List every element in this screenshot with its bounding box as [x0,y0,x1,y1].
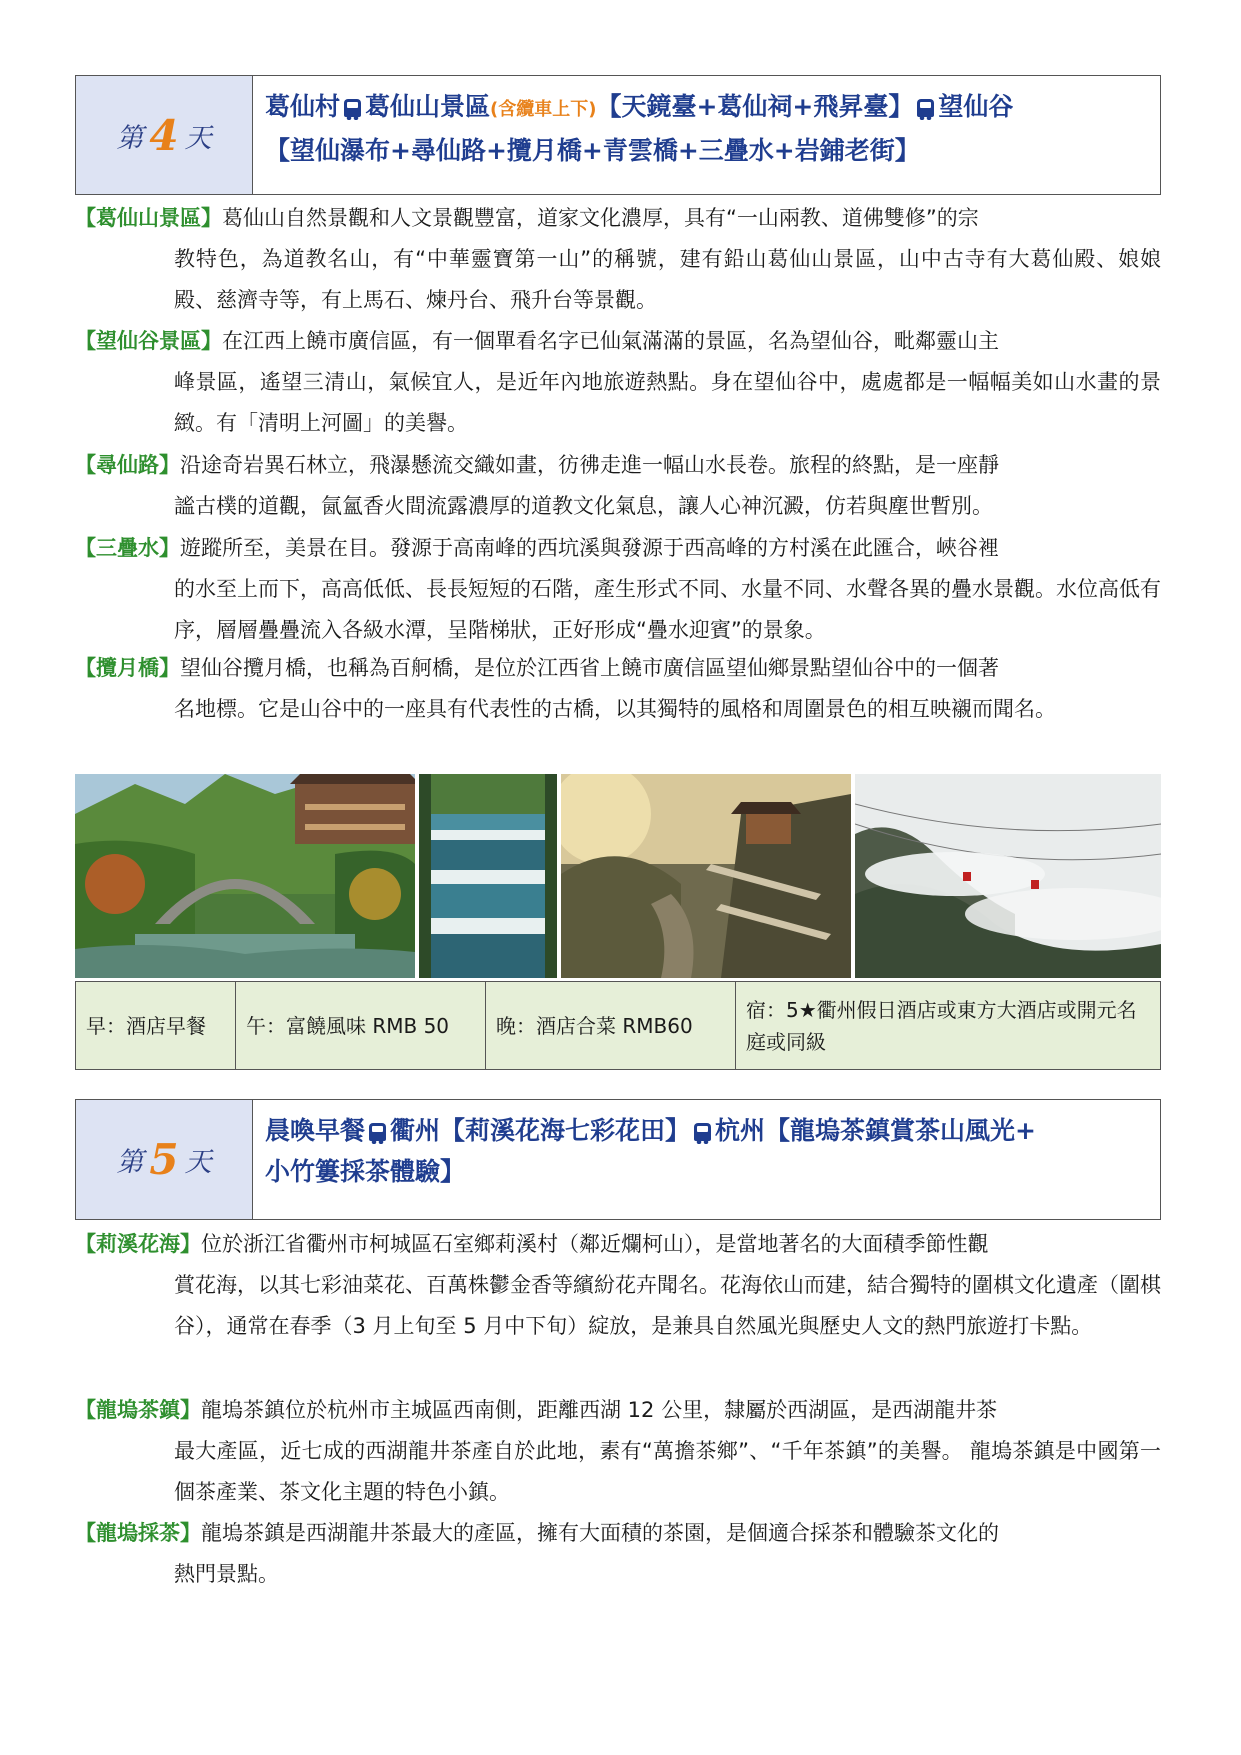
paragraph-text: 望仙谷攬月橋，也稱為百舸橋，是位於江西省上饒市廣信區望仙鄉景點望仙谷中的一個著 [180,656,999,680]
paragraph-tag: 【尋仙路】 [75,453,180,477]
day4-title-note: (含纜車上下) [490,99,597,120]
day4-label-prefix: 第 [116,122,144,154]
paragraph-text-continued: 教特色，為道教名山，有“中華靈寶第一山”的稱號，建有鉛山葛仙山景區，山中古寺有大葛仙殿、娘娘殿、慈濟寺等，有上馬石、煉丹台、飛升台等景觀。 [174,247,1161,312]
day5-label-prefix: 第 [116,1147,144,1178]
paragraph-text: 位於浙江省衢州市柯城區石室鄉莉溪村（鄰近爛柯山），是當地著名的大面積季節性觀 [201,1232,989,1256]
paragraph-text: 龍塢茶鎮是西湖龍井茶最大的產區，擁有大面積的茶園，是個適合採茶和體驗茶文化的 [201,1521,999,1545]
photo-cliff-temple [561,774,851,978]
day5-label [76,1100,253,1219]
day4-paragraph-gexianshan [75,198,1161,321]
day4-paragraph-sandieshui [75,528,1161,651]
day4-title-part4: 望仙谷 [938,92,1014,121]
paragraph-tag: 【望仙谷景區】 [75,329,222,353]
day4-title-part2: 葛仙山景區 [365,92,491,121]
bus-icon [917,99,934,117]
paragraph-text: 葛仙山自然景觀和人文景觀豐富，道家文化濃厚，具有“一山兩教、道佛雙修”的宗 [222,206,979,230]
meal-dinner: 晚：酒店合菜 RMB60 [486,982,736,1069]
day4-title-part3: 【天鏡臺+葛仙祠+飛昇臺】 [596,92,914,121]
day5-label-suffix: 天 [184,1147,212,1178]
photo-strip [75,774,1161,978]
day4-label [76,76,253,194]
paragraph-text-continued: 名地標。它是山谷中的一座具有代表性的古橋，以其獨特的風格和周圍景色的相互映襯而聞名。 [174,697,1056,721]
day4-label-number: 4 [149,110,179,160]
meal-lunch: 午：富饒風味 RMB 50 [236,982,486,1069]
paragraph-text-continued: 的水至上而下，高高低低、長長短短的石階，產生形式不同、水量不同、水聲各異的疊水景觀。水位高低有序，層層疊疊流入各級水潭，呈階梯狀，正好形成“疊水迎賓”的景象。 [174,577,1161,642]
bus-icon [369,1123,386,1141]
day4-title-line2: 【望仙瀑布+尋仙路+攬月橋+青雲橋+三疊水+岩鋪老街】 [265,136,920,165]
paragraph-text: 龍塢茶鎮位於杭州市主城區西南側，距離西湖 12 公里，隸屬於西湖區，是西湖龍井茶 [201,1398,998,1422]
day5-paragraph-lixihuahai [75,1224,1161,1347]
day5-title [253,1100,1160,1219]
paragraph-tag: 【葛仙山景區】 [75,206,222,230]
paragraph-tag: 【三疊水】 [75,536,180,560]
photo-misty-mountains [855,774,1161,978]
paragraph-text-continued: 謐古樸的道觀，氤氳香火間流露濃厚的道教文化氣息，讓人心神沉澱，仿若與塵世暫別。 [174,494,993,518]
photo-arch-bridge [75,774,415,978]
day4-paragraph-wangxiangu [75,321,1161,444]
paragraph-tag: 【攬月橋】 [75,656,180,680]
photo-cascades [419,774,557,978]
day5-title-line2: 小竹簍採茶體驗】 [265,1157,466,1186]
paragraph-tag: 【龍塢茶鎮】 [75,1398,201,1422]
paragraph-text-continued: 賞花海，以其七彩油菜花、百萬株鬱金香等繽紛花卉聞名。花海依山而建，結合獨特的圍棋文化遺產（圍棋谷），通常在春季（3 月上旬至 5 月中下旬）綻放，是兼具自然風光與歷史人文的熱門旅遊打卡點。 [174,1273,1161,1338]
day5-header [75,1099,1161,1220]
day4-label-suffix: 天 [184,122,212,154]
day4-title [253,76,1160,194]
day4-paragraph-lanyueqiao [75,648,1161,730]
bus-icon [344,99,361,117]
day4-header [75,75,1161,195]
day5-title-part1: 晨喚早餐 [265,1116,366,1145]
meal-breakfast: 早：酒店早餐 [76,982,236,1069]
paragraph-text: 在江西上饒市廣信區，有一個單看名字已仙氣滿滿的景區，名為望仙谷，毗鄰靈山主 [222,329,999,353]
bus-icon [694,1123,711,1141]
meals-table [75,981,1161,1070]
day5-paragraph-longwucaicha [75,1513,1161,1595]
paragraph-tag: 【龍塢採茶】 [75,1521,201,1545]
day5-title-part3: 杭州【龍塢茶鎮賞茶山風光+ [715,1116,1036,1145]
day4-title-part1: 葛仙村 [265,92,341,121]
day5-paragraph-longwuchazhen [75,1390,1161,1513]
day5-label-number: 5 [149,1135,179,1184]
paragraph-text-continued: 峰景區，遙望三清山，氣候宜人，是近年內地旅遊熱點。身在望仙谷中，處處都是一幅幅美如山水畫的景緻。有「清明上河圖」的美譽。 [174,370,1161,435]
meal-hotel: 宿：5★衢州假日酒店或東方大酒店或開元名庭或同級 [746,997,1137,1054]
day5-title-part2: 衢州【莉溪花海七彩花田】 [390,1116,691,1145]
paragraph-text-continued: 最大產區，近七成的西湖龍井茶產自於此地，素有“萬擔茶鄉”、“千年茶鎮”的美譽。 龍塢茶鎮是中國第一個茶產業、茶文化主題的特色小鎮。 [174,1439,1161,1504]
day4-paragraph-xunxianlu [75,445,1161,527]
paragraph-tag: 【莉溪花海】 [75,1232,201,1256]
paragraph-text-continued: 熱門景點。 [174,1562,279,1586]
paragraph-text: 遊蹤所至，美景在目。發源于高南峰的西坑溪與發源于西高峰的方村溪在此匯合，峽谷裡 [180,536,999,560]
paragraph-text: 沿途奇岩異石林立，飛瀑懸流交織如畫，彷彿走進一幅山水長卷。旅程的終點，是一座靜 [180,453,999,477]
